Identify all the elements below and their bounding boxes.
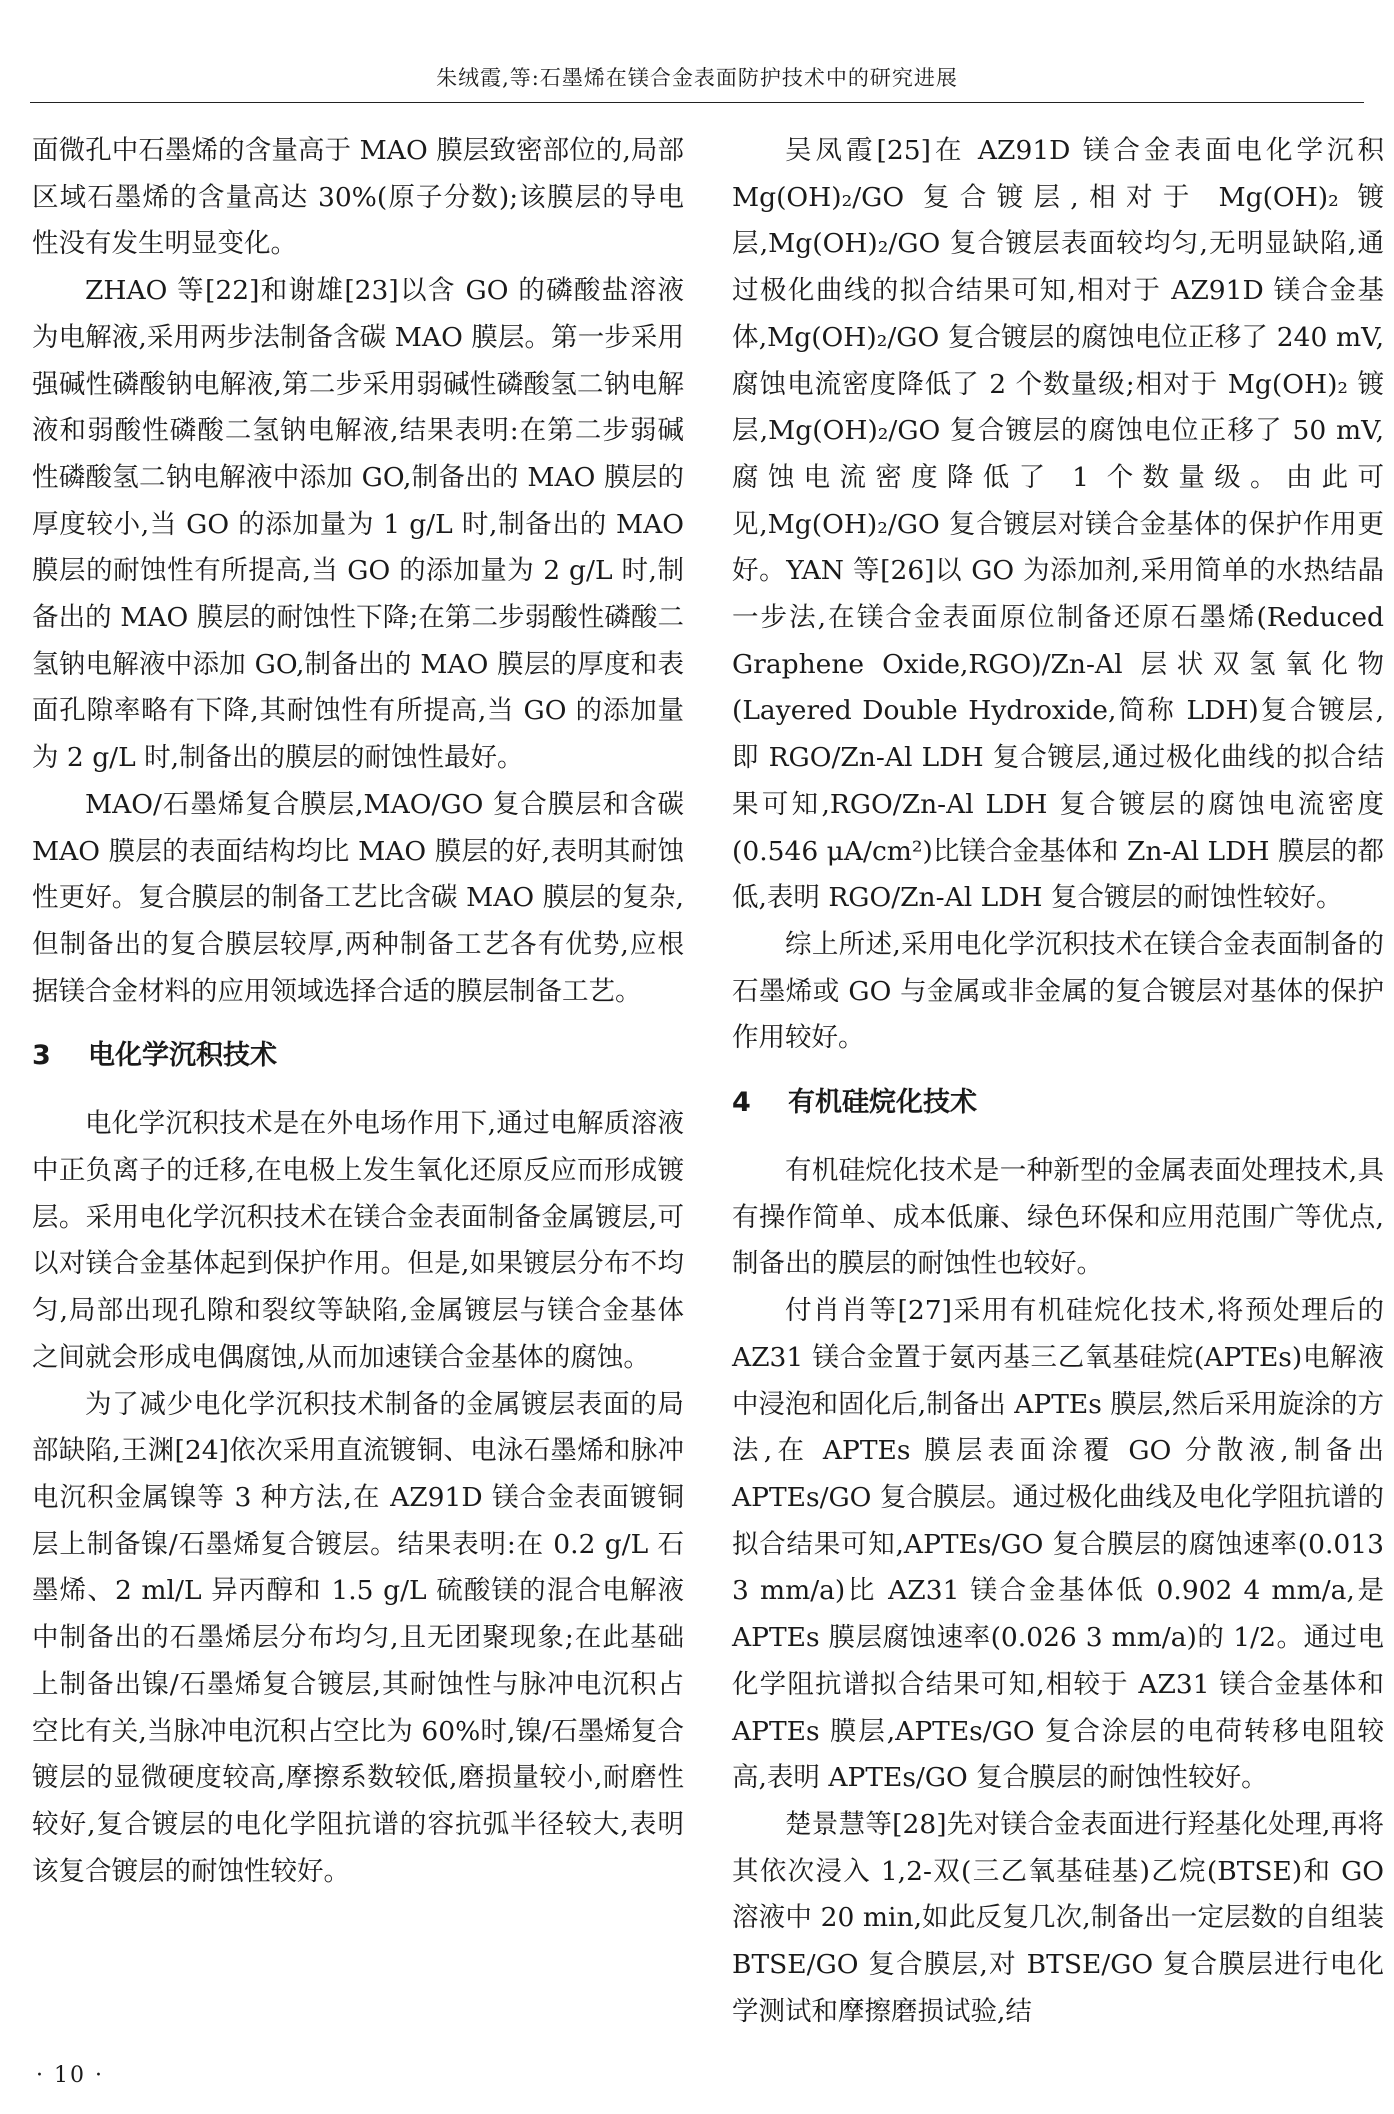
paragraph: 楚景慧等[28]先对镁合金表面进行羟基化处理,再将其依次浸入 1,2-双(三乙氧基硅基)乙烷(BTSE)和 GO 溶液中 20 min,如此反复几次,制备出一定层数的自组装 BTSE/GO 复合膜层,对 BTSE/GO 复合膜层进行电化学测试和摩擦磨损试验,结 bbox=[732, 1808, 1384, 2027]
section-heading-3 bbox=[32, 1033, 684, 1079]
paragraph: 有机硅烷化技术是一种新型的金属表面处理技术,具有操作简单、成本低廉、绿色环保和应用范围广等优点,制备出的膜层的耐蚀性也较好。 bbox=[732, 1155, 1384, 1280]
left-column bbox=[32, 128, 684, 1895]
paragraph: MAO/石墨烯复合膜层,MAO/GO 复合膜层和含碳 MAO 膜层的表面结构均比 MAO 膜层的好,表明其耐蚀性更好。复合膜层的制备工艺比含碳 MAO 膜层的复杂,但制备出的复合膜层较厚,两种制备工艺各有优势,应根据镁合金材料的应用领域选择合适的膜层制备工艺。 bbox=[32, 788, 684, 1007]
paragraph: 付肖肖等[27]采用有机硅烷化技术,将预处理后的 AZ31 镁合金置于氨丙基三乙氧基硅烷(APTEs)电解液中浸泡和固化后,制备出 APTEs 膜层,然后采用旋涂的方法,在 APTEs 膜层表面涂覆 GO 分散液,制备出 APTEs/GO 复合膜层。通过极化曲线及电化学阻抗谱的拟合结果可知,APTEs/GO 复合膜层的腐蚀速率(0.013 3 mm/a)比 AZ31 镁合金基体低 0.902 4 mm/a,是 APTEs 膜层腐蚀速率(0.026 3 mm/a)的 1/2。通过电化学阻抗谱拟合结果可知,相较于 AZ31 镁合金基体和 APTEs 膜层,APTEs/GO 复合涂层的电荷转移电阻较高,表明 APTEs/GO 复合膜层的耐蚀性较好。 bbox=[732, 1295, 1384, 1794]
section-number: 4 bbox=[732, 1087, 751, 1119]
paragraph: 吴凤霞[25]在 AZ91D 镁合金表面电化学沉积 Mg(OH)₂/GO 复合镀层,相对于 Mg(OH)₂ 镀层,Mg(OH)₂/GO 复合镀层表面较均匀,无明显缺陷,通过极化曲线的拟合结果可知,相对于 AZ91D 镁合金基体,Mg(OH)₂/GO 复合镀层的腐蚀电位正移了 240 mV,腐蚀电流密度降低了 2 个数量级;相对于 Mg(OH)₂ 镀层,Mg(OH)₂/GO 复合镀层的腐蚀电位正移了 50 mV,腐蚀电流密度降低了 1 个数量级。由此可见,Mg(OH)₂/GO 复合镀层对镁合金基体的保护作用更好。YAN 等[26]以 GO 为添加剂,采用简单的水热结晶一步法,在镁合金表面原位制备还原石墨烯(Reduced Graphene Oxide,RGO)/Zn-Al 层状双氢氧化物(Layered Double Hydroxide,简称 LDH)复合镀层,即 RGO/Zn-Al LDH 复合镀层,通过极化曲线的拟合结果可知,RGO/Zn-Al LDH 复合镀层的腐蚀电流密度(0.546 μA/cm²)比镁合金基体和 Zn-Al LDH 膜层的都低,表明 RGO/Zn-Al LDH 复合镀层的耐蚀性较好。 bbox=[732, 135, 1384, 914]
section-number: 3 bbox=[32, 1040, 51, 1072]
header-rule bbox=[30, 102, 1364, 103]
paragraph: 综上所述,采用电化学沉积技术在镁合金表面制备的石墨烯或 GO 与金属或非金属的复合镀层对基体的保护作用较好。 bbox=[732, 928, 1384, 1054]
section-title: 电化学沉积技术 bbox=[88, 1040, 277, 1072]
paragraph: 电化学沉积技术是在外电场作用下,通过电解质溶液中正负离子的迁移,在电极上发生氧化还原反应而形成镀层。采用电化学沉积技术在镁合金表面制备金属镀层,可以对镁合金基体起到保护作用。但是,如果镀层分布不均匀,局部出现孔隙和裂纹等缺陷,金属镀层与镁合金基体之间就会形成电偶腐蚀,从而加速镁合金基体的腐蚀。 bbox=[32, 1108, 684, 1373]
page-number: · 10 · bbox=[36, 2063, 104, 2088]
running-header: 朱绒霞,等:石墨烯在镁合金表面防护技术中的研究进展 bbox=[436, 66, 958, 90]
section-heading-4 bbox=[732, 1080, 1384, 1126]
paragraph: 为了减少电化学沉积技术制备的金属镀层表面的局部缺陷,王渊[24]依次采用直流镀铜、电泳石墨烯和脉冲电沉积金属镍等 3 种方法,在 AZ91D 镁合金表面镀铜层上制备镍/石墨烯复合镀层。结果表明:在 0.2 g/L 石墨烯、2 ml/L 异丙醇和 1.5 g/L 硫酸镁的混合电解液中制备出的石墨烯层分布均匀,且无团聚现象;在此基础上制备出镍/石墨烯复合镀层,其耐蚀性与脉冲电沉积占空比有关,当脉冲电沉积占空比为 60%时,镍/石墨烯复合镀层的显微硬度较高,摩擦系数较低,磨损量较小,耐磨性较好,复合镀层的电化学阻抗谱的容抗弧半径较大,表明该复合镀层的耐蚀性较好。 bbox=[32, 1388, 684, 1887]
section-title: 有机硅烷化技术 bbox=[788, 1087, 977, 1119]
paragraph: ZHAO 等[22]和谢雄[23]以含 GO 的磷酸盐溶液为电解液,采用两步法制备含碳 MAO 膜层。第一步采用强碱性磷酸钠电解液,第二步采用弱碱性磷酸氢二钠电解液和弱酸性磷酸二氢钠电解液,结果表明:在第二步弱碱性磷酸氢二钠电解液中添加 GO,制备出的 MAO 膜层的厚度较小,当 GO 的添加量为 1 g/L 时,制备出的 MAO 膜层的耐蚀性有所提高,当 GO 的添加量为 2 g/L 时,制备出的 MAO 膜层的耐蚀性下降;在第二步弱酸性磷酸二氢钠电解液中添加 GO,制备出的 MAO 膜层的厚度和表面孔隙率略有下降,其耐蚀性有所提高,当 GO 的添加量为 2 g/L 时,制备出的膜层的耐蚀性最好。 bbox=[32, 275, 684, 774]
right-column bbox=[732, 128, 1384, 2035]
paragraph: 面微孔中石墨烯的含量高于 MAO 膜层致密部位的,局部区域石墨烯的含量高达 30%(原子分数);该膜层的导电性没有发生明显变化。 bbox=[32, 135, 684, 260]
